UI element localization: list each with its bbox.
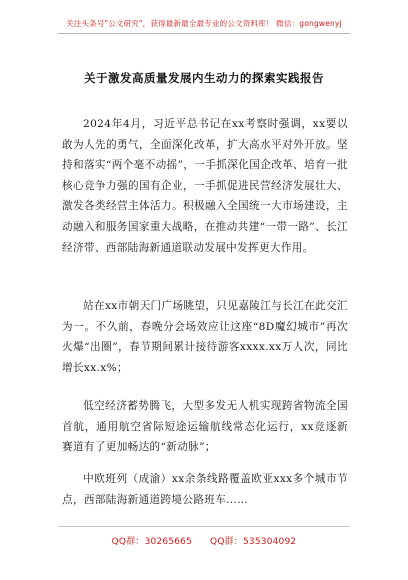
paragraph-text: 2024年4月，习近平总书记在xx考察时强调，xx要以敢为人先的勇气，全面深化改革，扩大高水平对外开放。坚持和落实“两个毫不动摇”，一手抓深化国企改革、培育一批核心竞争力强的国有企业，一手抓促进民营经济发展壮大、激发各类经营主体活力。积极融入全国统一大市场建设，主动融入和服务国家重大战略，在推动共建“一带一路”、长江经济带、西部陆海新通道联动发展中发挥更大作用。 xyxy=(62,118,348,254)
footer xyxy=(0,534,408,547)
footer-qq-group-1: QQ群：30265665 xyxy=(111,537,193,547)
paragraph-2 xyxy=(62,296,348,378)
header-banner: 关注头条号"公文研究"，获得最新最全最专业的公文资料库！ 微信：gongwenyj xyxy=(66,19,342,28)
paragraph-text: 低空经济蓄势腾飞，大型多发无人机实现跨省物流全国首航，通用航空省际短途运输航线常态化运行，xx竞逐新赛道有了更加畅达的“新动脉”； xyxy=(62,400,348,454)
paragraph-text: 中欧班列（成渝）xx余条线路覆盖欧亚xxx多个城市节点，西部陆海新通道跨境公路班车…… xyxy=(62,473,348,506)
paragraph-1 xyxy=(62,114,348,258)
paragraph-text: 站在xx市朝天门广场眺望，只见嘉陵江与长江在此交汇为一。不久前，春晚分会场效应让这座“8D魔幻城市”再次火爆“出圈”，春节期间累计接待游客xxxx.xx万人次，同比增长xx.x%； xyxy=(62,300,348,374)
footer-divider xyxy=(58,526,350,527)
paragraph-3 xyxy=(62,396,348,458)
paragraph-4 xyxy=(62,469,348,510)
document-title: 关于激发高质量发展内生动力的探索实践报告 xyxy=(84,71,324,85)
header-divider xyxy=(58,33,350,34)
footer-qq-group-2: QQ群：535304092 xyxy=(210,537,297,547)
